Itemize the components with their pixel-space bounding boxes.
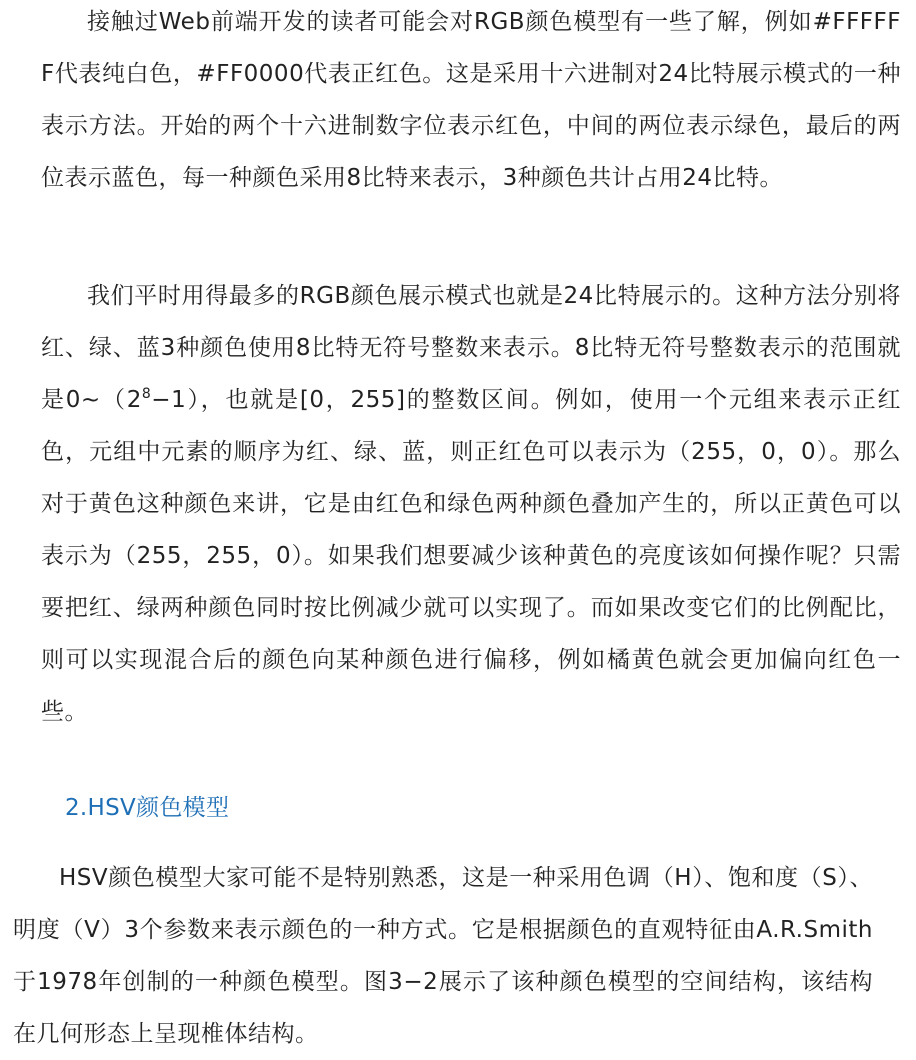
paragraph-hsv-intro: HSV颜色模型大家可能不是特别熟悉，这是一种采用色调（H）、饱和度（S）、明度（V）3个参数来表示颜色的一种方式。它是根据颜色的直观特征由A.R.Smith于1978年创制的一种颜色模型。图3−2展示了该种颜色模型的空间结构，该结构在几何形态上呈现椎体结构。	[13, 865, 873, 1047]
paragraph-rgb-range	[41, 270, 901, 738]
exponent-superscript: 8	[141, 386, 152, 402]
section-heading-hsv: 2.HSV颜色模型	[65, 795, 230, 821]
paragraph-rgb-range-text-after: −1），也就是[0，255]的整数区间。例如，使用一个元组来表示正红色，元组中元素的顺序为红、绿、蓝，则正红色可以表示为（255，0，0）。那么对于黄色这种颜色来讲，它是由红色和绿色两种颜色叠加产生的，所以正黄色可以表示为（255，255，0）。如果我们想要减少该种黄色的亮度该如何操作呢？只需要把红、绿两种颜色同时按比例减少就可以实现了。而如果改变它们的比例配比，则可以实现混合后的颜色向某种颜色进行偏移，例如橘黄色就会更加偏向红色一些。	[41, 387, 901, 725]
paragraph-rgb-intro: 接触过Web前端开发的读者可能会对RGB颜色模型有一些了解，例如#FFFFFF代表纯白色，#FF0000代表正红色。这是采用十六进制对24比特展示模式的一种表示方法。开始的两个十六进制数字位表示红色，中间的两位表示绿色，最后的两位表示蓝色，每一种颜色采用8比特来表示，3种颜色共计占用24比特。	[41, 9, 901, 191]
paragraph-rgb-range-text-before: 我们平时用得最多的RGB颜色展示模式也就是24比特展示的。这种方法分别将红、绿、蓝3种颜色使用8比特无符号整数来表示。8比特无符号整数表示的范围就是0~（2	[41, 283, 901, 413]
